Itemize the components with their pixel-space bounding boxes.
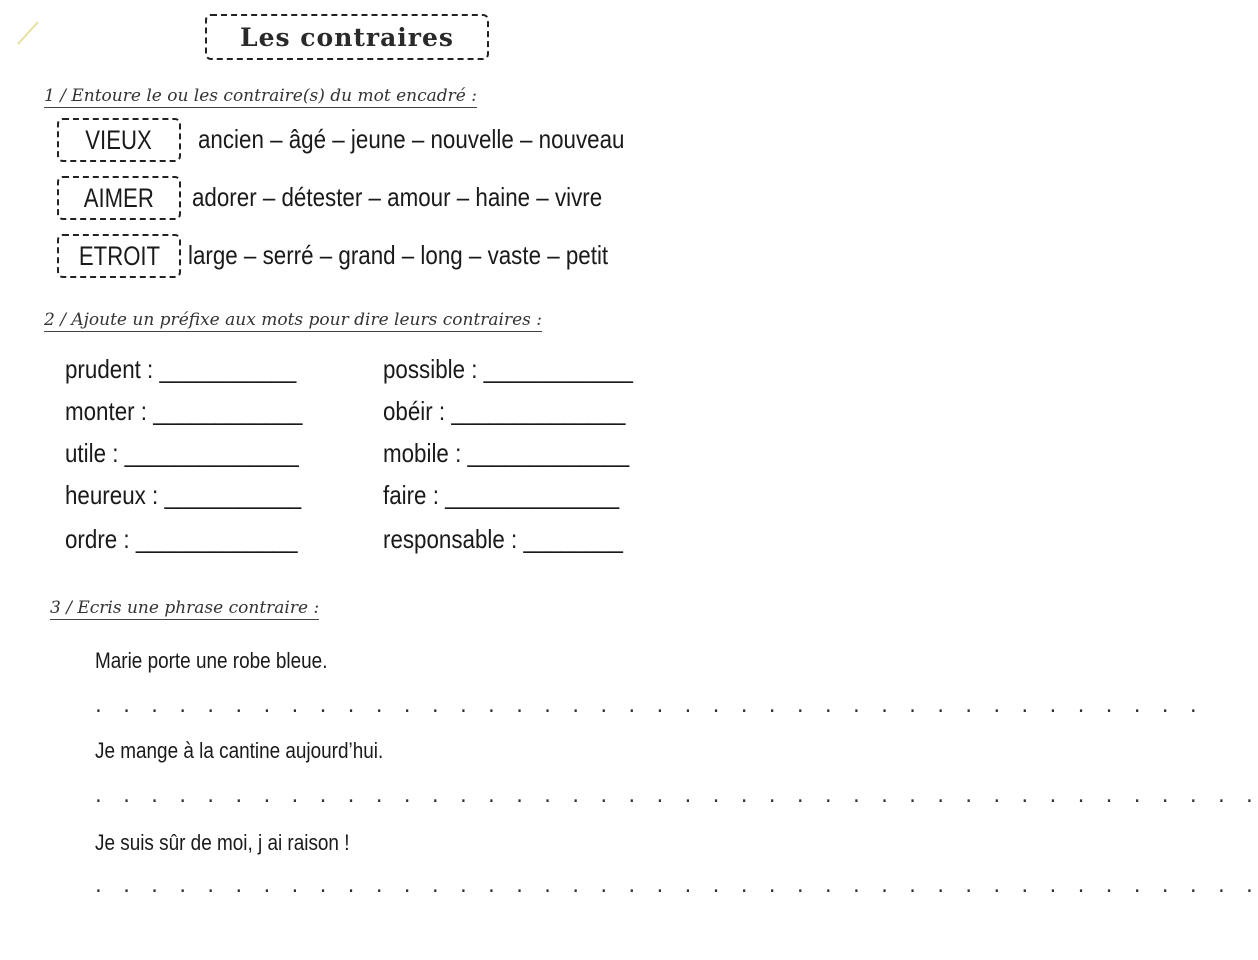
- word-box-vieux: [57, 118, 181, 162]
- framed-word: ETROIT: [78, 240, 160, 271]
- prefix-right-4: faire : ______________: [383, 480, 620, 510]
- sentence-1: Marie porte une robe bleue.: [95, 648, 328, 673]
- prefix-left-2: monter : ____________: [65, 396, 303, 426]
- answer-line-1: . . . . . . . . . . . . . . . . . . . . . . . . . . . . . . . . . . . . . . . .: [93, 696, 1202, 717]
- prefix-left-3: utile : ______________: [65, 438, 299, 468]
- prefix-left-4: heureux : ___________: [65, 480, 302, 510]
- section1-heading: 1 / Entoure le ou les contraire(s) du mot encadré :: [44, 86, 477, 106]
- page-title: Les contraires: [240, 22, 454, 52]
- section3-heading: 3 / Ecris une phrase contraire :: [50, 598, 320, 618]
- prefix-right-1: possible : ____________: [383, 354, 633, 384]
- prefix-left-1: prudent : ___________: [65, 354, 297, 384]
- sentence-2: Je mange à la cantine aujourd’hui.: [95, 738, 384, 763]
- framed-word: AIMER: [83, 182, 155, 213]
- pencil-icon: [14, 18, 44, 48]
- answer-line-2: . . . . . . . . . . . . . . . . . . . . . . . . . . . . . . . . . . . . . . . . . .: [93, 786, 1258, 807]
- prefix-right-3: mobile : _____________: [383, 438, 630, 468]
- choices-row-2: adorer – détester – amour – haine – vivre: [192, 182, 603, 212]
- prefix-right-5: responsable : ________: [383, 524, 623, 554]
- prefix-left-5: ordre : _____________: [65, 524, 298, 554]
- framed-word: VIEUX: [85, 124, 153, 155]
- sentence-3: Je suis sûr de moi, j ai raison !: [95, 830, 350, 855]
- word-box-aimer: [57, 176, 181, 220]
- word-box-etroit: [57, 234, 181, 278]
- title-box: [205, 14, 489, 60]
- choices-row-1: ancien – âgé – jeune – nouvelle – nouveau: [198, 124, 625, 154]
- prefix-right-2: obéir : ______________: [383, 396, 626, 426]
- section2-heading: 2 / Ajoute un préfixe aux mots pour dire leurs contraires :: [44, 310, 543, 330]
- choices-row-3: large – serré – grand – long – vaste – petit: [188, 240, 609, 270]
- answer-line-3: . . . . . . . . . . . . . . . . . . . . . . . . . . . . . . . . . . . . . . . . . .: [93, 876, 1258, 897]
